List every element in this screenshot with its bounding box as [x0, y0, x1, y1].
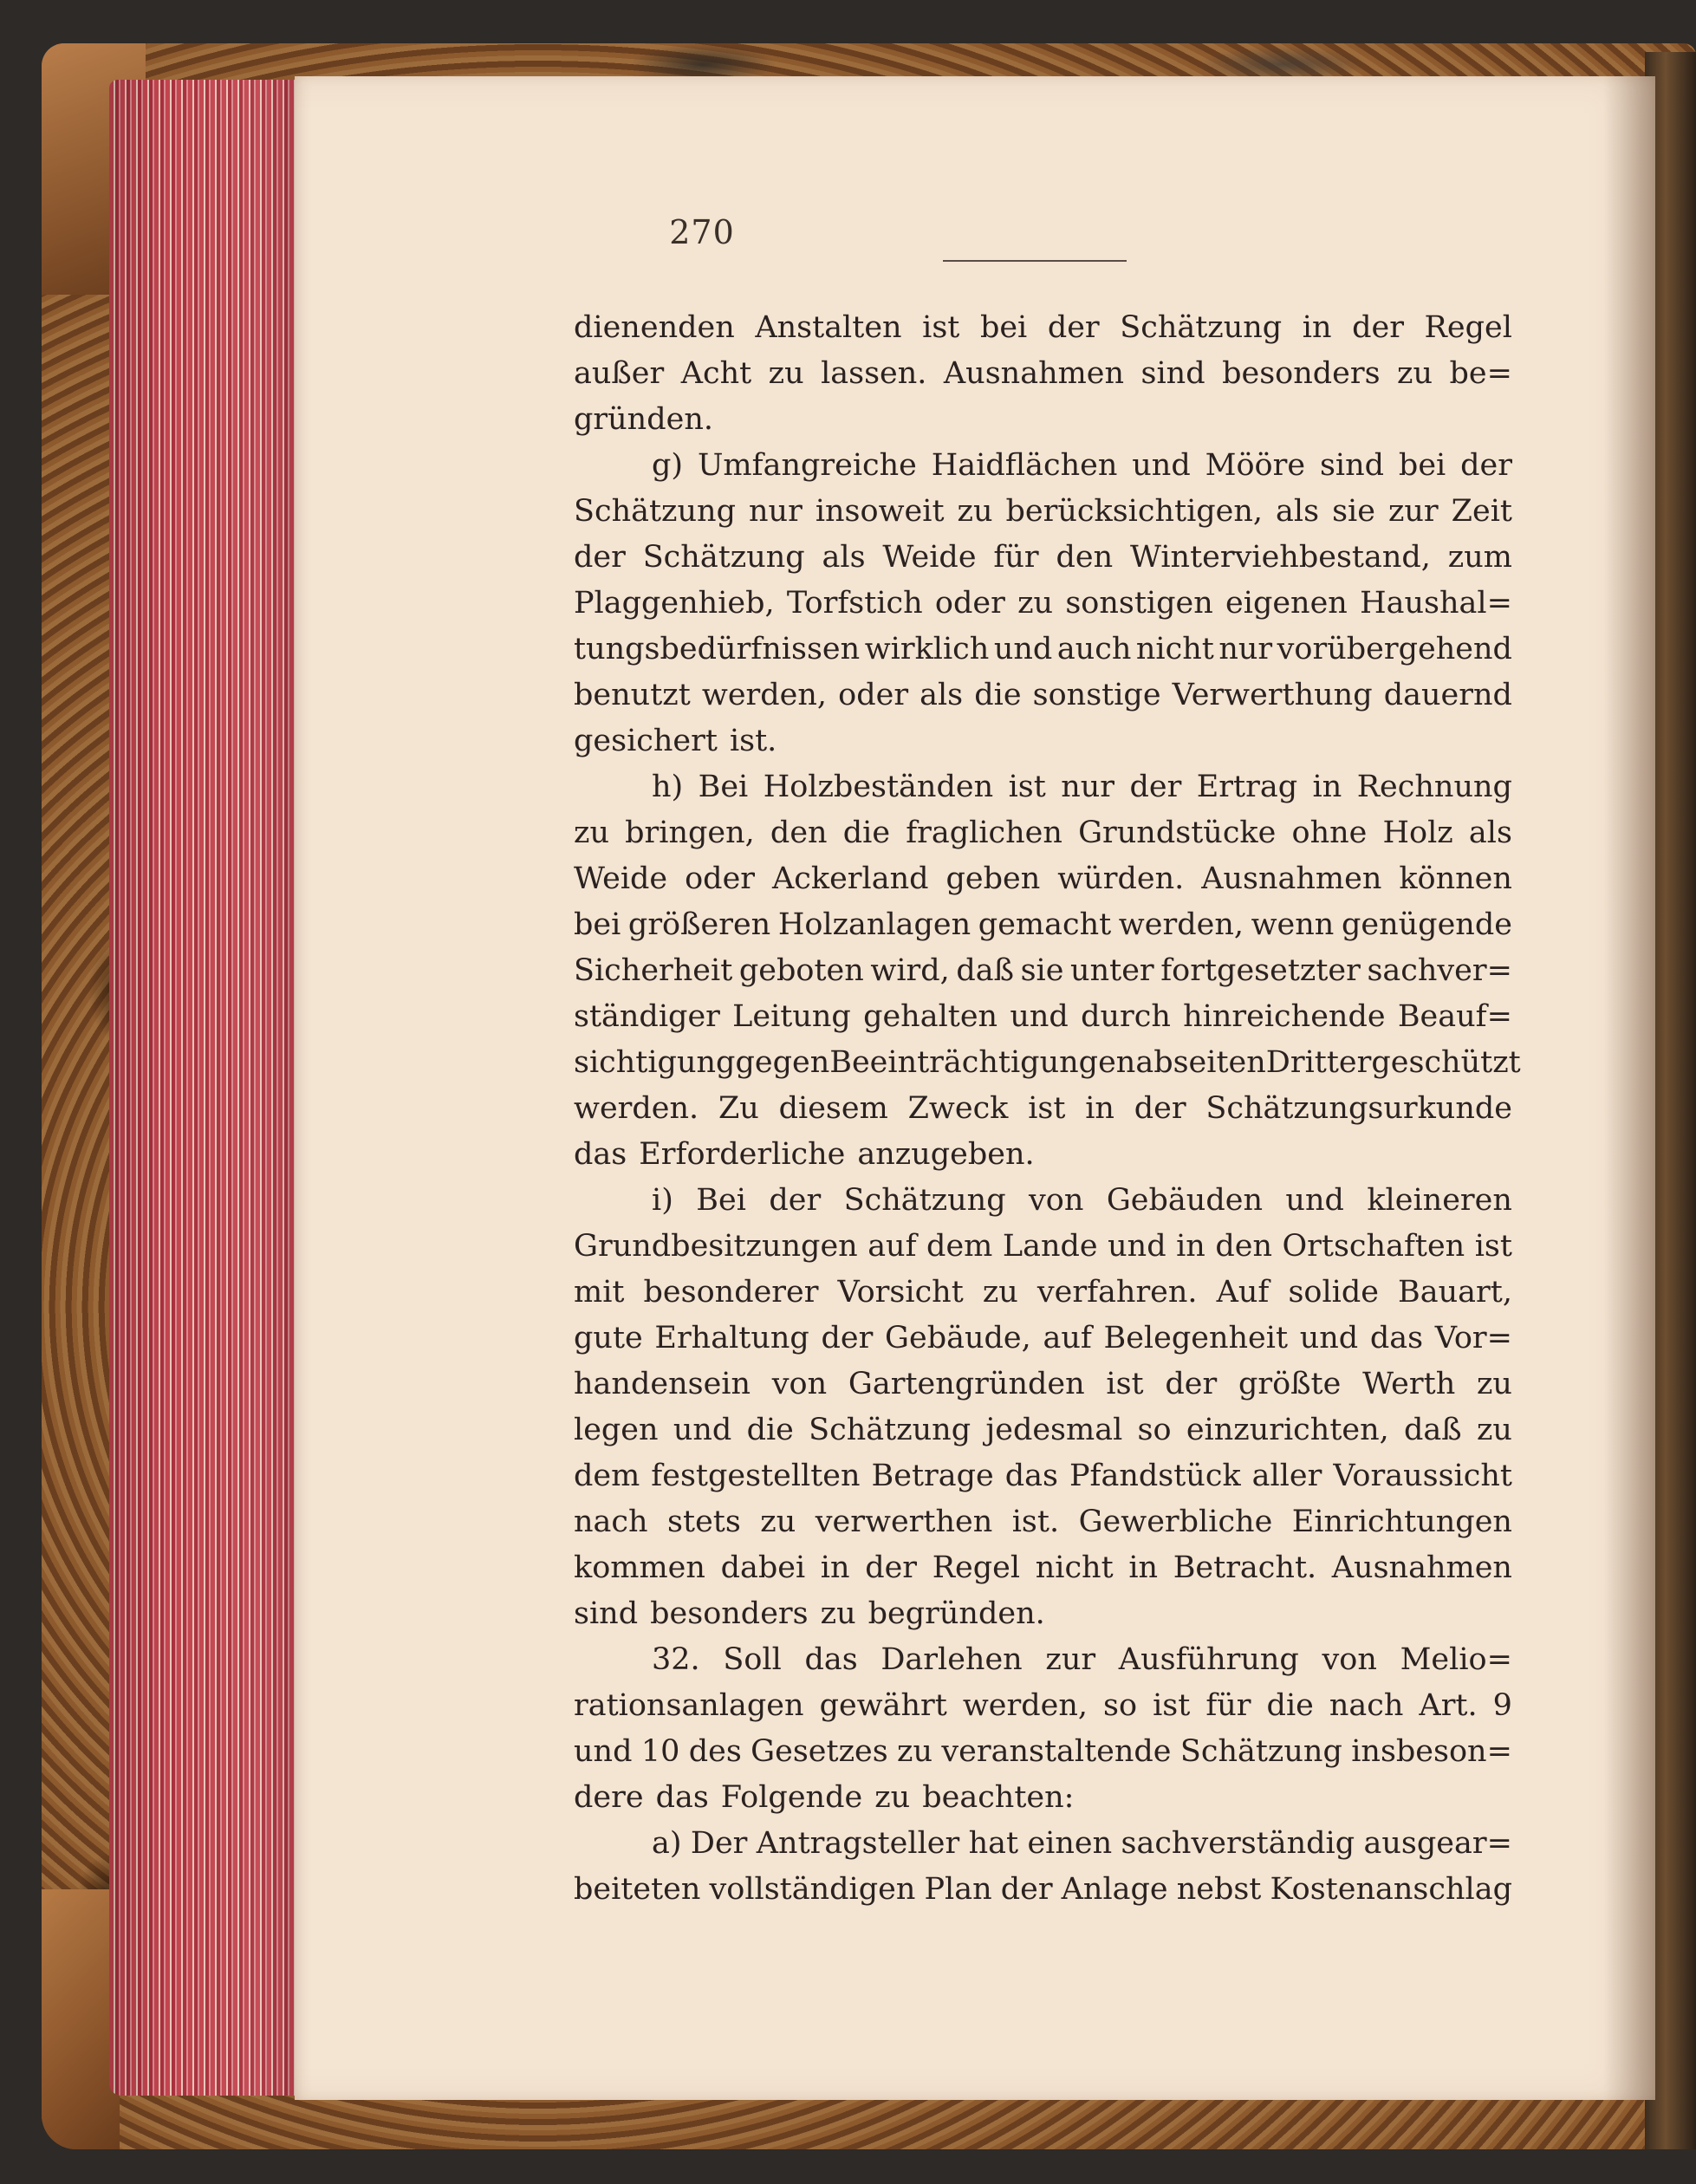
text-line: Schätzung nur insoweit zu berücksichtigen, als sie zur Zeit	[574, 494, 1512, 529]
text-line: Plaggenhieb, Torfstich oder zu sonstigen eigenen Haushal=	[574, 586, 1512, 621]
page-edges	[109, 80, 298, 2096]
text-line: i) Bei der Schätzung von Gebäuden und kleineren	[652, 1183, 1512, 1218]
text-line: sichtigung gegen Beeinträchtigungen abseiten Dritter geschützt	[574, 1045, 1521, 1080]
text-line: der Schätzung als Weide für den Winterviehbestand, zum	[574, 540, 1512, 575]
text-line: gesichert ist.	[574, 724, 777, 758]
text-line: sind besonders zu begründen.	[574, 1596, 1045, 1631]
text-line: a) Der Antragsteller hat einen sachverständig ausgear=	[652, 1826, 1512, 1861]
body-text	[574, 305, 1521, 1913]
text-line: Weide oder Ackerland geben würden. Ausnahmen können	[574, 861, 1512, 896]
text-line: dem festgestellten Betrage das Pfandstück aller Voraussicht	[574, 1459, 1512, 1493]
text-line: h) Bei Holzbeständen ist nur der Ertrag in Rechnung	[652, 770, 1512, 804]
page-gutter-shadow	[1603, 76, 1655, 2100]
text-line: nach stets zu verwerthen ist. Gewerbliche Einrichtungen	[574, 1505, 1512, 1539]
text-line: ständiger Leitung gehalten und durch hinreichende Beauf=	[574, 999, 1512, 1034]
text-line: gute Erhaltung der Gebäude, auf Belegenheit und das Vor=	[574, 1321, 1512, 1355]
text-line: rationsanlagen gewährt werden, so ist für die nach Art. 9	[574, 1688, 1512, 1723]
page-number: 270	[669, 213, 735, 251]
text-line: g) Umfangreiche Haidflächen und Mööre sind bei der	[652, 448, 1512, 483]
text-line: gründen.	[574, 402, 714, 437]
text-line: 32. Soll das Darlehen zur Ausführung von Melio=	[652, 1642, 1512, 1677]
text-line: das Erforderliche anzugeben.	[574, 1137, 1035, 1172]
text-line: werden. Zu diesem Zweck ist in der Schätzungsurkunde	[574, 1091, 1512, 1126]
text-line: bei größeren Holzanlagen gemacht werden, wenn genügende	[574, 907, 1512, 942]
text-line: tungsbedürfnissen wirklich und auch nicht nur vorübergehend	[574, 632, 1512, 666]
text-line: Grundbesitzungen auf dem Lande und in den Ortschaften ist	[574, 1229, 1512, 1264]
text-line: dienenden Anstalten ist bei der Schätzung in der Regel	[574, 310, 1512, 345]
leather-corner-bottom	[42, 1889, 120, 2149]
text-line: außer Acht zu lassen. Ausnahmen sind besonders zu be=	[574, 356, 1512, 391]
text-line: benutzt werden, oder als die sonstige Verwerthung dauernd	[574, 678, 1512, 712]
text-line: mit besonderer Vorsicht zu verfahren. Auf solide Bauart,	[574, 1275, 1512, 1310]
text-line: handensein von Gartengründen ist der größte Werth zu	[574, 1367, 1512, 1401]
text-line: dere das Folgende zu beachten:	[574, 1780, 1075, 1815]
text-line: zu bringen, den die fraglichen Grundstücke ohne Holz als	[574, 816, 1512, 850]
text-line: und 10 des Gesetzes zu veranstaltende Schätzung insbeson=	[574, 1734, 1512, 1769]
text-line: kommen dabei in der Regel nicht in Betracht. Ausnahmen	[574, 1550, 1512, 1585]
text-line: legen und die Schätzung jedesmal so einzurichten, daß zu	[574, 1413, 1512, 1447]
text-line: Sicherheit geboten wird, daß sie unter fortgesetzter sachver=	[574, 953, 1512, 988]
header-rule	[943, 260, 1127, 262]
text-line: beiteten vollständigen Plan der Anlage nebst Kostenanschlag	[574, 1872, 1512, 1907]
